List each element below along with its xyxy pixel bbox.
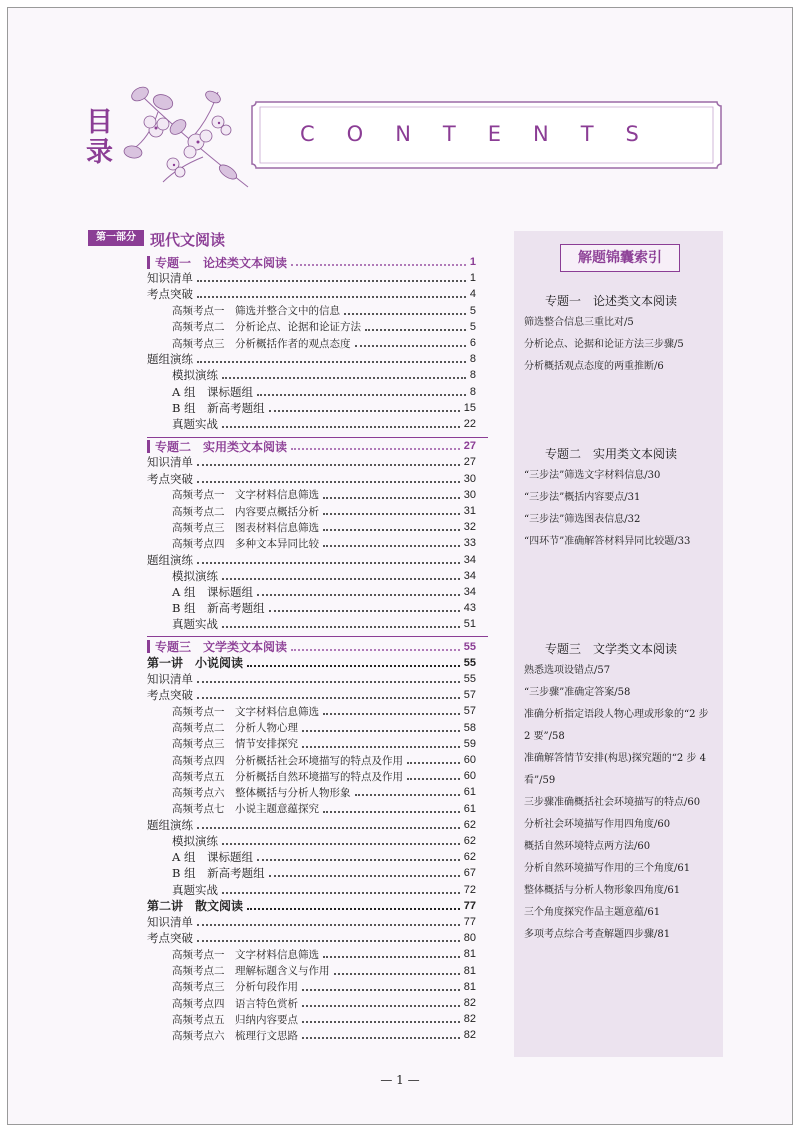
dot-leader [323, 811, 460, 813]
dot-leader [302, 1037, 460, 1039]
toc-page-number: 57 [463, 705, 476, 718]
toc-entry-title: 高频考点一 文字材料信息筛选 [172, 948, 319, 961]
toc-page-number: 72 [463, 883, 476, 896]
tips-item: 准确解答情节安排(构思)探究题的“2 步 4 看”/59 [524, 753, 706, 786]
dot-leader [291, 649, 460, 651]
toc-entry-title: 高频考点二 理解标题含义与作用 [172, 965, 330, 978]
dot-leader [323, 497, 460, 499]
toc-entry-title: 高频考点六 整体概括与分析人物形象 [172, 786, 351, 799]
toc-page-number: 77 [463, 916, 476, 928]
toc-row [172, 335, 476, 351]
toc-page-number: 34 [463, 553, 476, 566]
toc-entry-title: A 组 课标题组 [172, 384, 253, 399]
toc-lecture-row [147, 655, 476, 671]
toc-entry-title: 高频考点一 筛选并整合文中的信息 [172, 305, 340, 318]
dot-leader [197, 280, 466, 282]
dot-leader [323, 545, 460, 547]
toc-row [147, 671, 476, 687]
tips-topic-heading: 专题二 实用类文本阅读 [545, 447, 678, 461]
toc-entry-title: 考点突破 [147, 688, 193, 703]
toc-lecture-row [147, 898, 476, 914]
toc-row [147, 552, 476, 568]
topic-marker [147, 640, 150, 653]
toc-page-number: 81 [463, 964, 476, 977]
toc-entry-title: 高频考点四 多种文本异同比较 [172, 537, 319, 550]
tips-item: 分析自然环境描写作用的三个角度/61 [524, 863, 691, 874]
toc-page-number: 57 [463, 689, 476, 702]
tips-item: 分析概括观点态度的两重推断/6 [524, 361, 664, 372]
toc-entry-title: 真题实战 [172, 417, 218, 431]
dot-leader [302, 1005, 460, 1007]
toc-page-number: 61 [463, 786, 476, 799]
dot-leader [355, 345, 466, 347]
dot-leader [323, 956, 460, 958]
tips-item: “四环节”准确解答材料异同比较题/33 [524, 536, 691, 547]
tips-list [524, 465, 716, 553]
toc-row [147, 471, 476, 487]
dot-leader [197, 296, 466, 298]
toc-entry-title: 高频考点五 归纳内容要点 [172, 1013, 298, 1026]
toc-entry-title: 高频考点四 语言特色赏析 [172, 997, 298, 1010]
dot-leader [197, 940, 460, 942]
toc-row [172, 752, 476, 768]
toc-row [172, 882, 476, 898]
toc-page-number: 55 [463, 640, 476, 653]
dot-leader [222, 377, 466, 379]
toc-entry-title: 高频考点七 小说主题意蕴探究 [172, 803, 319, 816]
toc-page-number: 32 [463, 521, 476, 534]
dot-leader [269, 410, 460, 412]
toc-entry-title: 专题一 论述类文本阅读 [155, 255, 288, 270]
toc-page-number: 5 [469, 320, 476, 333]
dot-leader [222, 843, 460, 845]
toc-entry-title: 题组演练 [147, 552, 193, 567]
toc-page-number: 55 [463, 673, 476, 685]
dot-leader [291, 448, 460, 450]
dot-leader [257, 859, 460, 861]
toc-row [172, 319, 476, 335]
toc-page-number: 4 [469, 288, 476, 301]
toc-entry-title: 高频考点三 分析概括作者的观点态度 [172, 337, 351, 350]
tips-item: 准确分析指定语段人物心理或形象的“2 步 2 要”/58 [524, 709, 709, 742]
toc-page-number: 27 [463, 440, 476, 453]
dot-leader [197, 361, 466, 363]
dot-leader [222, 626, 460, 628]
toc-page-number: 8 [469, 369, 476, 382]
toc-row [172, 946, 476, 962]
tips-item: 三个角度探究作品主题意蕴/61 [524, 907, 661, 918]
toc-row [172, 1027, 476, 1043]
toc-row [147, 351, 476, 367]
dot-leader [302, 746, 460, 748]
dot-leader [197, 481, 460, 483]
toc-row [172, 519, 476, 535]
toc-row [172, 865, 476, 881]
toc-entry-title: 高频考点一 文字材料信息筛选 [172, 705, 319, 718]
dot-leader [269, 875, 460, 877]
part-badge: 第一部分 [88, 230, 144, 246]
dot-leader [302, 1021, 460, 1023]
toc-entry-title: 真题实战 [172, 617, 218, 632]
toc-page-number: 62 [463, 851, 476, 864]
toc-row [172, 568, 476, 584]
contents-heading: CONTENTS [300, 122, 671, 146]
toc-entry-title: 模拟演练 [172, 368, 218, 383]
toc-row [172, 736, 476, 752]
toc-entry-title: 知识清单 [147, 915, 193, 929]
dot-leader [269, 610, 460, 612]
tips-item: “三步法”筛选图表信息/32 [524, 514, 641, 525]
topic-marker [147, 440, 150, 453]
toc-entry-title: 题组演练 [147, 352, 193, 367]
toc-entry-title: 知识清单 [147, 455, 193, 470]
toc-row [172, 801, 476, 817]
toc-entry-title: 模拟演练 [172, 834, 218, 848]
dot-leader [257, 394, 466, 396]
toc-row [172, 303, 476, 319]
dot-leader [323, 513, 460, 515]
tips-topic-heading: 专题一 论述类文本阅读 [545, 294, 678, 308]
dot-leader [197, 681, 460, 683]
tips-list [524, 660, 716, 946]
dot-leader [222, 892, 460, 894]
part-title: 现代文阅读 [150, 231, 226, 249]
toc-row [172, 416, 476, 432]
toc-row [147, 930, 476, 946]
toc-page-number: 82 [463, 1029, 476, 1042]
tips-item: 分析论点、论据和论证方法三步骤/5 [524, 339, 684, 350]
toc-entry-title: 考点突破 [147, 471, 193, 486]
toc-page-number: 5 [469, 304, 476, 317]
toc-page-number: 8 [469, 353, 476, 366]
toc-page-number: 80 [463, 932, 476, 945]
toc-row [172, 616, 476, 632]
dot-leader [323, 529, 460, 531]
toc-row [172, 833, 476, 849]
tips-item: 整体概括与分析人物形象四角度/61 [524, 885, 681, 896]
toc-row [172, 720, 476, 736]
toc-page-number: 15 [463, 401, 476, 414]
toc-page-number: 81 [463, 980, 476, 993]
dot-leader [197, 827, 460, 829]
dot-leader [344, 313, 466, 315]
toc-row [172, 784, 476, 800]
dot-leader [365, 329, 466, 331]
toc-page-number: 30 [463, 488, 476, 501]
toc-page-number: 22 [463, 418, 476, 430]
toc-row [172, 384, 476, 400]
toc-page-number: 58 [463, 721, 476, 734]
dot-leader [222, 578, 460, 580]
toc-entry-title: 专题二 实用类文本阅读 [155, 439, 288, 454]
topic-marker [147, 256, 150, 269]
toc-row [172, 584, 476, 600]
toc-row [172, 367, 476, 383]
toc-topic-row [147, 254, 476, 270]
toc-page-number: 77 [463, 899, 476, 912]
toc-row [147, 286, 476, 302]
toc-page-number: 67 [463, 867, 476, 880]
dot-leader [323, 713, 460, 715]
toc-page-number: 61 [463, 802, 476, 815]
toc-page-number: 1 [469, 256, 476, 268]
toc-entry-title: 高频考点三 分析句段作用 [172, 981, 298, 994]
toc-entry-title: 高频考点五 分析概括自然环境描写的特点及作用 [172, 770, 403, 783]
tips-item: 分析社会环境描写作用四角度/60 [524, 819, 671, 830]
toc-page-number: 81 [463, 948, 476, 961]
toc-entry-title: 知识清单 [147, 672, 193, 686]
topic-separator [147, 636, 488, 637]
toc-row [172, 849, 476, 865]
dot-leader [291, 264, 466, 266]
toc-row [147, 817, 476, 833]
toc-entry-title: A 组 课标题组 [172, 585, 253, 599]
toc-row [172, 703, 476, 719]
tips-item: “三步法”筛选文字材料信息/30 [524, 470, 661, 481]
toc-row [172, 503, 476, 519]
dot-leader [302, 730, 460, 732]
tips-list [524, 312, 716, 378]
toc-entry-title: 第一讲 小说阅读 [147, 656, 244, 671]
toc-entry-title: 第二讲 散文阅读 [147, 899, 244, 914]
dot-leader [355, 794, 460, 796]
tips-item: “三步法”概括内容要点/31 [524, 492, 641, 503]
toc-entry-title: B 组 新高考题组 [172, 400, 265, 415]
tips-item: “三步骤”准确定答案/58 [524, 687, 631, 698]
toc-entry-title: 高频考点二 分析人物心理 [172, 722, 298, 735]
toc-entry-title: 高频考点二 内容要点概括分析 [172, 505, 319, 518]
dot-leader [197, 697, 460, 699]
toc-entry-title: 专题三 文学类文本阅读 [155, 640, 288, 655]
toc-entry-title: B 组 新高考题组 [172, 601, 265, 616]
toc-entry-title: 考点突破 [147, 287, 193, 302]
toc-entry-title: 知识清单 [147, 271, 193, 286]
dot-leader [334, 973, 460, 975]
toc-page-number: 1 [469, 272, 476, 285]
toc-page-number: 62 [463, 818, 476, 831]
toc-entry-title: 真题实战 [172, 882, 218, 897]
toc-row [172, 995, 476, 1011]
tips-item: 熟悉选项设错点/57 [524, 665, 611, 676]
toc-entry-title: 高频考点一 文字材料信息筛选 [172, 489, 319, 502]
toc-entry-title: 模拟演练 [172, 568, 218, 583]
dot-leader [302, 989, 460, 991]
toc-row [147, 454, 476, 470]
tips-item: 概括自然环境特点两方法/60 [524, 841, 651, 852]
tips-item: 多项考点综合考查解题四步骤/81 [524, 929, 671, 940]
tips-topic-heading: 专题三 文学类文本阅读 [545, 642, 678, 656]
dot-leader [197, 562, 460, 564]
toc-page-number: 6 [469, 337, 476, 349]
flower-decoration [118, 72, 258, 194]
toc-row [172, 963, 476, 979]
toc-page-number: 30 [463, 472, 476, 485]
toc-entry-title: 高频考点二 分析论点、论据和论证方法 [172, 321, 361, 334]
toc-row [172, 535, 476, 551]
tips-item: 筛选整合信息三重比对/5 [524, 317, 634, 328]
toc-row [172, 600, 476, 616]
toc-entry-title: 题组演练 [147, 817, 193, 832]
dot-leader [257, 594, 460, 596]
dot-leader [197, 924, 460, 926]
toc-page-number: 59 [463, 737, 476, 750]
toc-row [147, 687, 476, 703]
toc-entry-title: 考点突破 [147, 931, 193, 946]
toc-page-number: 8 [469, 385, 476, 398]
toc-page-number: 33 [463, 537, 476, 550]
page-number: — 1 — [380, 1073, 420, 1087]
dot-leader [222, 426, 460, 428]
topic-separator [147, 437, 488, 438]
toc-row [172, 400, 476, 416]
toc-row [172, 487, 476, 503]
mulu-title: 目录 [86, 107, 113, 168]
toc-page-number: 62 [463, 835, 476, 847]
toc-page-number: 27 [463, 456, 476, 469]
toc-page-number: 34 [463, 569, 476, 582]
dot-leader [407, 762, 460, 764]
toc-entry-title: 高频考点六 梳理行文思路 [172, 1029, 298, 1042]
toc-page-number: 60 [463, 754, 476, 766]
dot-leader [197, 464, 460, 466]
toc-page-number: 82 [463, 997, 476, 1009]
toc-entry-title: 高频考点三 图表材料信息筛选 [172, 521, 319, 534]
toc-row [147, 914, 476, 930]
toc-entry-title: B 组 新高考题组 [172, 866, 265, 881]
toc-row [172, 979, 476, 995]
dot-leader [247, 908, 460, 910]
toc-page-number: 51 [463, 618, 476, 631]
toc-entry-title: 高频考点三 情节安排探究 [172, 738, 298, 751]
toc-page-number: 43 [463, 602, 476, 615]
toc-page-number: 55 [463, 656, 476, 669]
toc-topic-row [147, 639, 476, 655]
toc-row [172, 1011, 476, 1027]
toc-page-number: 31 [463, 505, 476, 517]
toc-row [172, 768, 476, 784]
toc-entry-title: A 组 课标题组 [172, 850, 253, 865]
toc-page-number: 34 [463, 586, 476, 598]
dot-leader [247, 665, 460, 667]
toc-page-number: 82 [463, 1013, 476, 1026]
toc-row [147, 270, 476, 286]
dot-leader [407, 778, 460, 780]
tips-index-title: 解题锦囊索引 [560, 244, 680, 272]
toc-topic-row [147, 438, 476, 454]
toc-page-number: 60 [463, 770, 476, 783]
toc-entry-title: 高频考点四 分析概括社会环境描写的特点及作用 [172, 754, 403, 767]
tips-item: 三步骤准确概括社会环境描写的特点/60 [524, 797, 701, 808]
